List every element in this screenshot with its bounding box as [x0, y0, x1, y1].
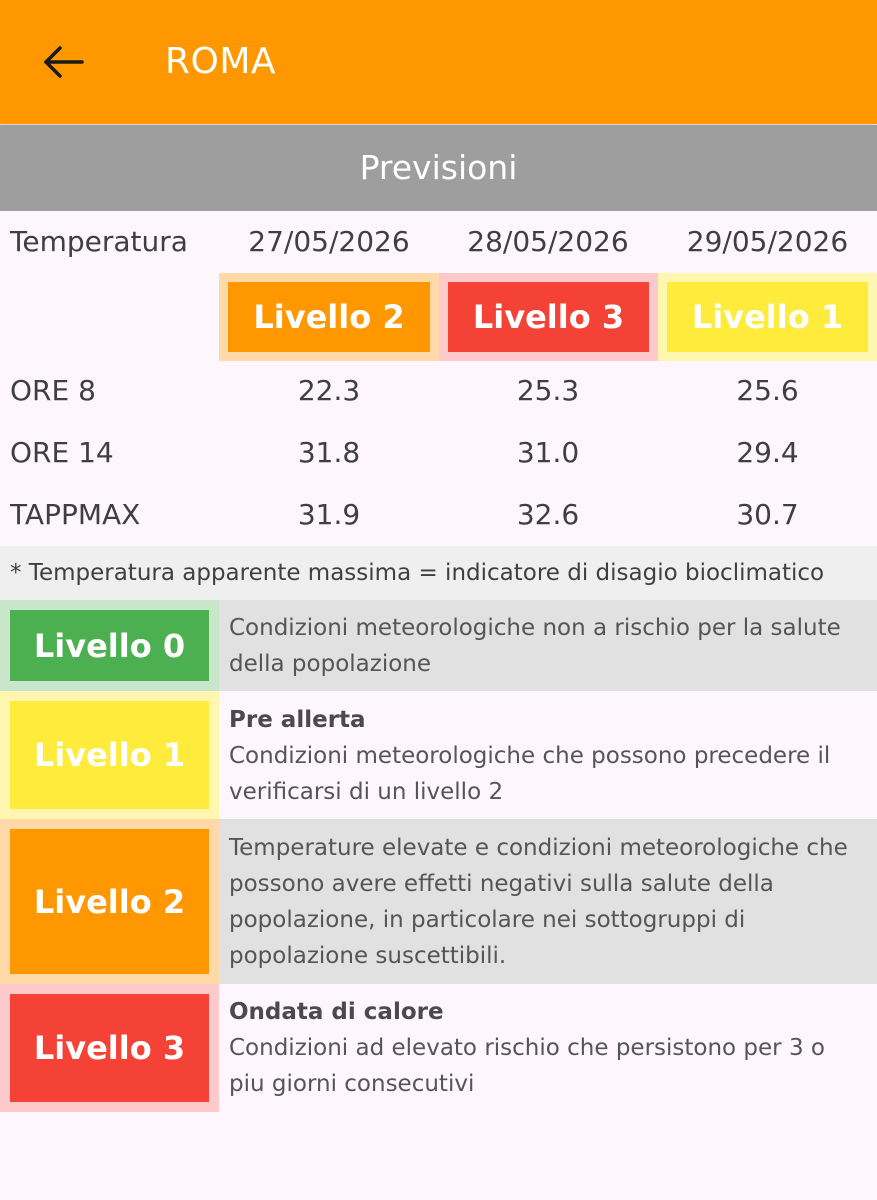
level-3-badge: Livello 3 [10, 994, 209, 1102]
level-0-badge: Livello 0 [10, 610, 209, 681]
table-cell: 31.8 [297, 436, 361, 469]
table-cell: 25.6 [736, 374, 799, 407]
section-header-previsioni: Previsioni [0, 125, 877, 211]
app-bar [0, 0, 877, 124]
level-2-badge: Livello 2 [228, 282, 430, 352]
table-cell: 22.3 [297, 374, 361, 407]
legend-title: Ondata di calore [229, 999, 444, 1025]
legend-description: Pre allerta Condizioni meteorologiche che possono precedere il verificarsi di un livello 2 [229, 702, 857, 810]
table-cell: 29.4 [736, 436, 799, 469]
day-level-badge-3 [658, 273, 877, 361]
legend-row-level-1 [0, 691, 877, 819]
page-title: ROMA [165, 41, 277, 82]
date-header-1: 27/05/2026 [248, 225, 410, 258]
row-label-tappmax: TAPPMAX [10, 498, 141, 531]
day-level-badge-2 [439, 273, 658, 361]
row-label-ore8: ORE 8 [10, 374, 96, 407]
level-3-badge: Livello 3 [448, 282, 649, 352]
legend-description: Temperature elevate e condizioni meteorologiche che possono avere effetti negativi sulla salute della popolazione, in particolare nei sottogruppi di popolazione suscettibili. [229, 835, 848, 969]
date-header-3: 29/05/2026 [686, 225, 849, 258]
table-cell: 32.6 [516, 498, 580, 531]
legend-description: Ondata di calore Condizioni ad elevato rischio che persistono per 3 o piu giorni consecutivi [229, 994, 857, 1102]
row-label-ore14: ORE 14 [10, 436, 114, 469]
level-1-badge: Livello 1 [667, 282, 868, 352]
table-cell: 31.9 [297, 498, 361, 531]
level-1-badge: Livello 1 [10, 701, 209, 809]
table-cell: 30.7 [736, 498, 799, 531]
date-header-2: 28/05/2026 [467, 225, 629, 258]
day-level-badge-1 [219, 273, 439, 361]
table-cell: 25.3 [516, 374, 580, 407]
back-button[interactable] [38, 38, 88, 88]
arrow-back-icon [38, 38, 88, 88]
legend-description: Condizioni meteorologiche non a rischio per la salute della popolazione [229, 615, 841, 677]
legend-row-level-0 [0, 600, 877, 691]
legend-title: Pre allerta [229, 707, 366, 733]
legend-row-level-3 [0, 984, 877, 1112]
temperature-header-label: Temperatura [10, 225, 188, 258]
footnote: * Temperatura apparente massima = indicatore di disagio bioclimatico [0, 546, 877, 600]
level-2-badge: Livello 2 [10, 829, 209, 974]
table-cell: 31.0 [516, 436, 580, 469]
legend-row-level-2 [0, 819, 877, 984]
